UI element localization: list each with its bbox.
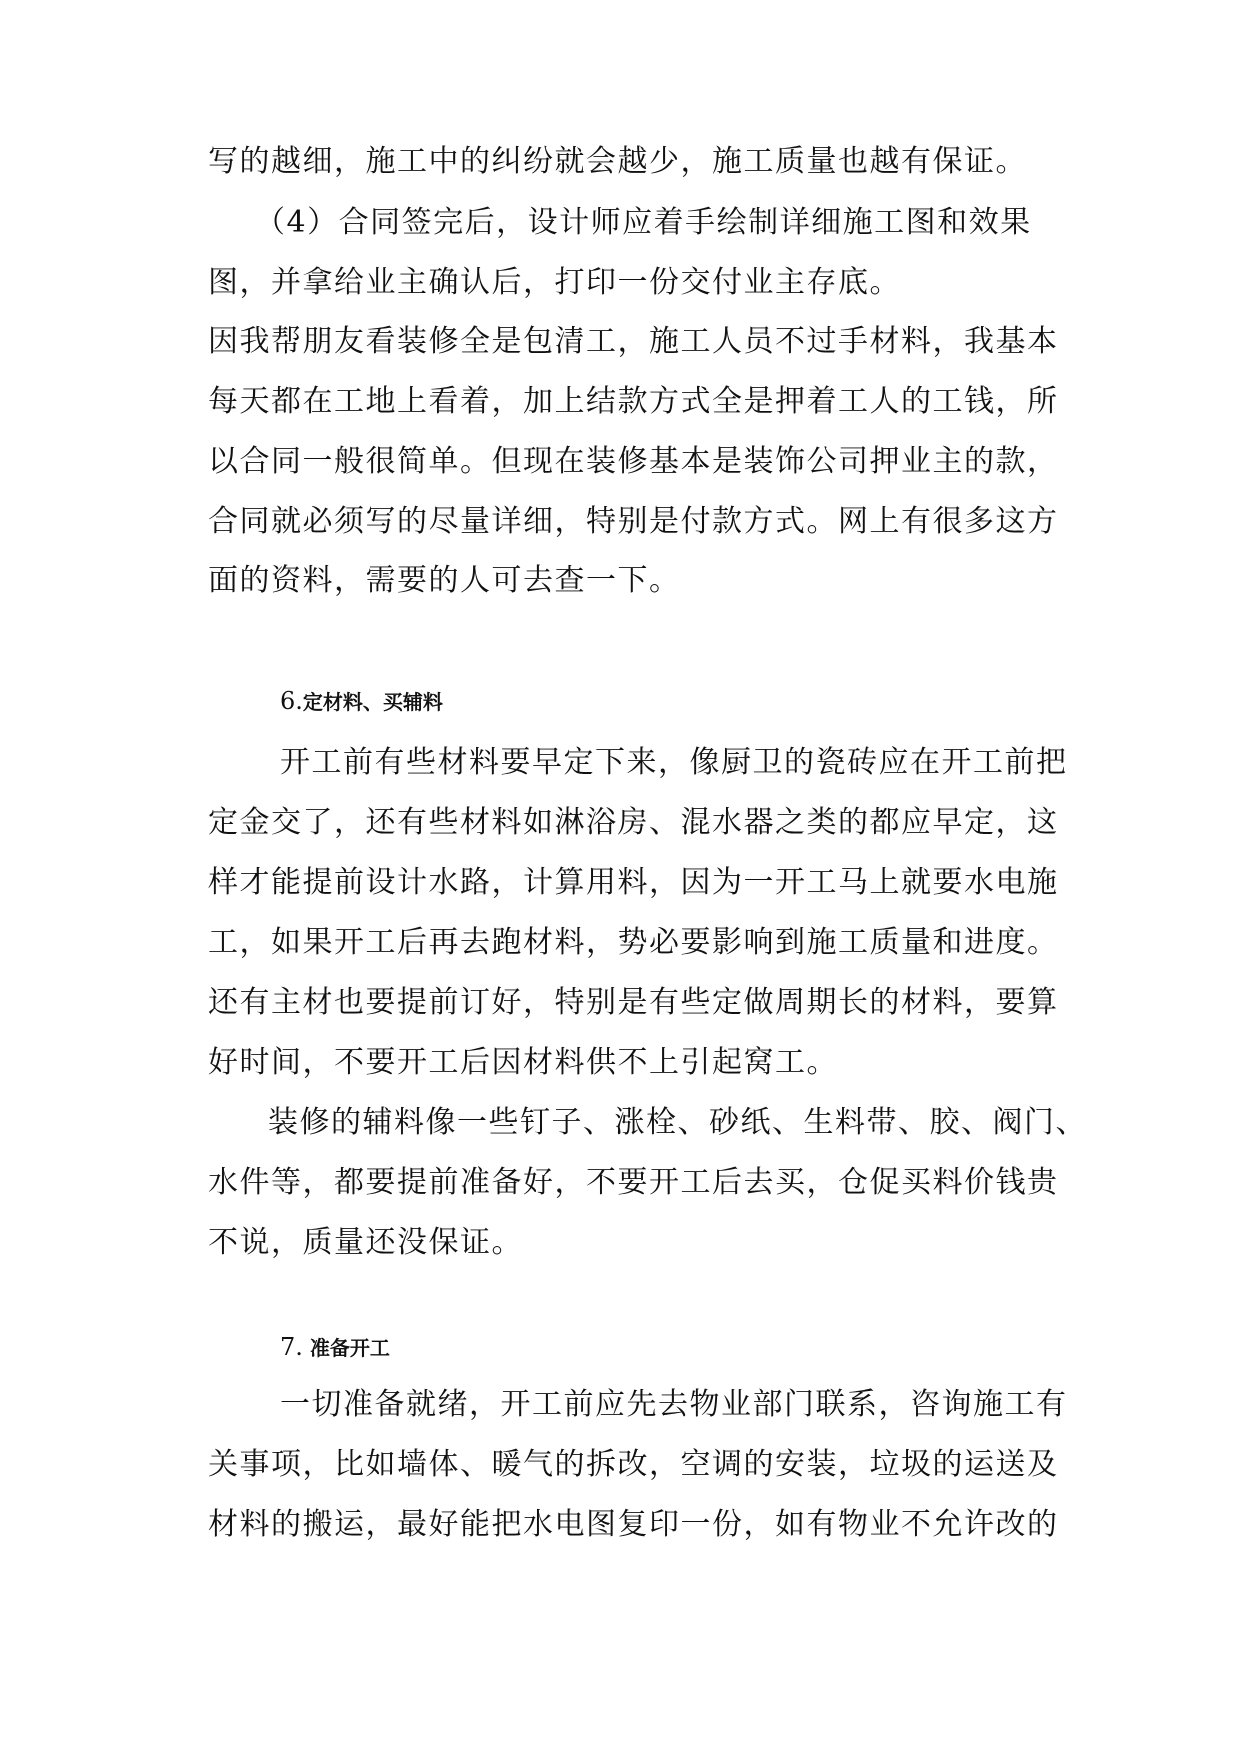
paragraph-2-line-1: （4）合同签完后，设计师应着手绘制详细施工图和效果 [255,205,1032,240]
paragraph-5-line-2: 水件等，都要提前准备好，不要开工后去买，仓促买料价钱贵 [208,1165,1059,1200]
paragraph-4-line-6: 好时间，不要开工后因材料供不上引起窝工。 [208,1045,838,1080]
paragraph-4-line-4: 工，如果开工后再去跑材料，势必要影响到施工质量和进度。 [208,925,1059,960]
section-6-title: 定材料、买辅料 [302,690,443,714]
paragraph-4-line-3: 样才能提前设计水路，计算用料，因为一开工马上就要水电施 [208,865,1059,900]
paragraph-3-line-1: 因我帮朋友看装修全是包清工，施工人员不过手材料，我基本 [208,324,1059,359]
paragraph-4-line-1: 开工前有些材料要早定下来，像厨卫的瓷砖应在开工前把 [280,745,1068,780]
section-7-heading [280,1332,390,1363]
paragraph-5-line-1: 装修的辅料像一些钉子、涨栓、砂纸、生料带、胶、阀门、 [268,1105,1087,1140]
paragraph-5-line-3: 不说，质量还没保证。 [208,1225,523,1260]
section-7-title: 准备开工 [309,1336,390,1360]
paragraph-1-line-1: 写的越细，施工中的纠纷就会越少，施工质量也越有保证。 [208,144,1027,179]
section-7-number: 7. [280,1333,303,1361]
paragraph-3-line-4: 合同就必须写的尽量详细，特别是付款方式。网上有很多这方 [208,504,1059,539]
section-6-number: 6. [280,687,303,715]
paragraph-6-line-1: 一切准备就绪，开工前应先去物业部门联系，咨询施工有 [280,1387,1068,1422]
paragraph-6-line-2: 关事项，比如墙体、暖气的拆改，空调的安装，垃圾的运送及 [208,1447,1059,1482]
paragraph-4-line-5: 还有主材也要提前订好，特别是有些定做周期长的材料，要算 [208,985,1059,1020]
paragraph-2-line-2: 图，并拿给业主确认后，打印一份交付业主存底。 [208,265,901,300]
paragraph-4-line-2: 定金交了，还有些材料如淋浴房、混水器之类的都应早定，这 [208,805,1059,840]
paragraph-3-line-5: 面的资料，需要的人可去查一下。 [208,563,681,598]
paragraph-3-line-2: 每天都在工地上看着，加上结款方式全是押着工人的工钱，所 [208,384,1059,419]
paragraph-6-line-3: 材料的搬运，最好能把水电图复印一份，如有物业不允许改的 [208,1507,1059,1542]
section-6-heading [280,686,443,717]
paragraph-3-line-3: 以合同一般很简单。但现在装修基本是装饰公司押业主的款， [208,444,1059,479]
